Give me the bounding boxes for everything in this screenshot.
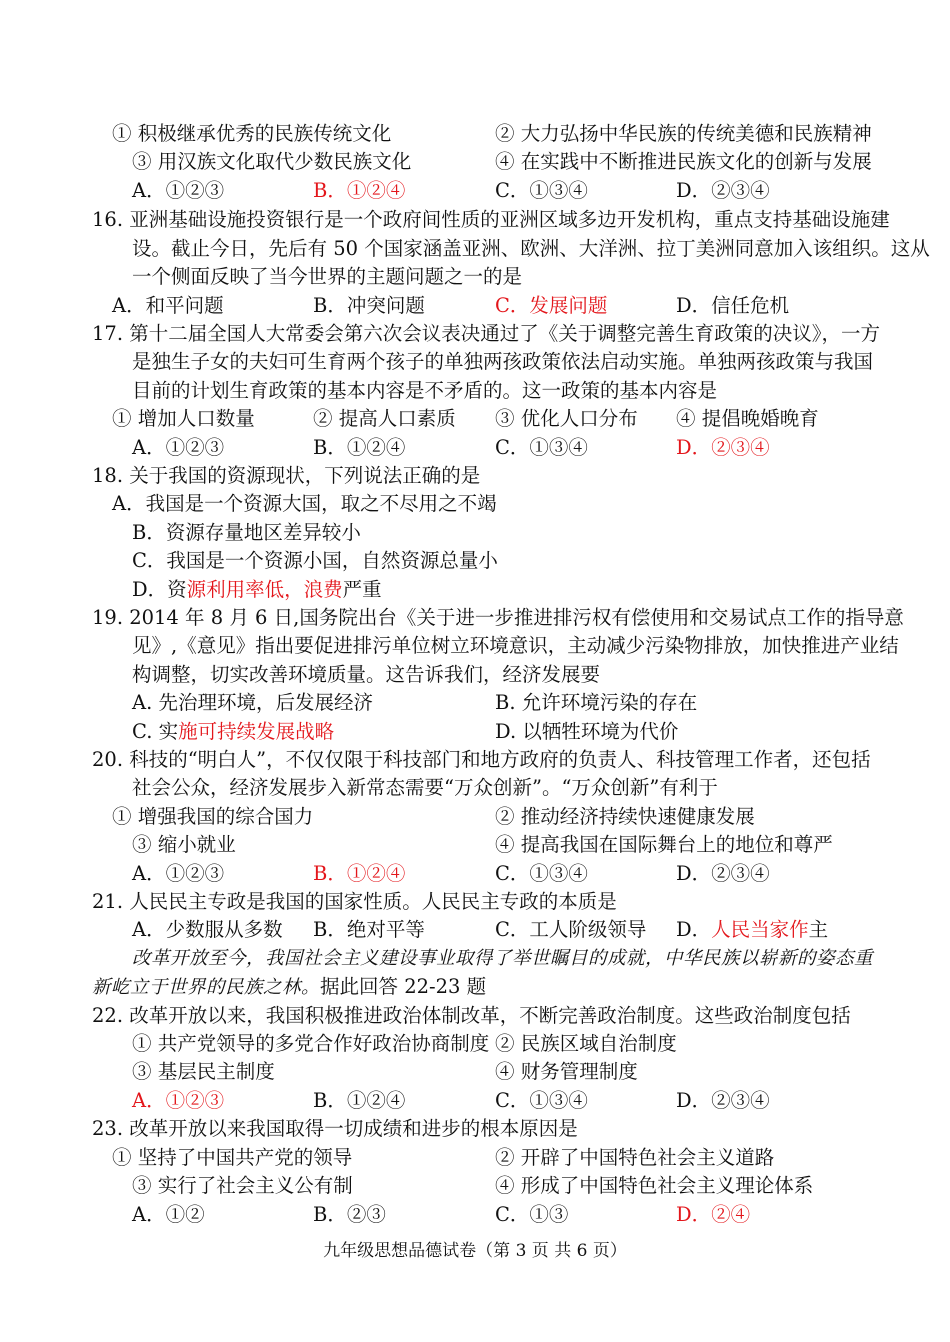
q22-option-4: ④ 财务管理制度 — [495, 1060, 638, 1083]
q19-choice-c-answer-highlight: 施可持续发展战略 — [178, 720, 335, 743]
q18-stem: 18. 关于我国的资源现状，下列说法正确的是 — [92, 464, 481, 487]
q17-choice-b: B．①②④ — [313, 436, 406, 459]
q19-stem-line-3: 构调整，切实改善环境质量。这告诉我们，经济发展要 — [132, 663, 601, 686]
q23-choice-a: A．①② — [132, 1203, 205, 1226]
q20-choice-d: D．②③④ — [676, 862, 770, 885]
q23-option-2: ② 开辟了中国特色社会主义道路 — [495, 1146, 775, 1169]
q16-stem-line-1: 16. 亚洲基础设施投资银行是一个政府间性质的亚洲区域多边开发机构，重点支持基础设施建 — [92, 208, 890, 231]
q19-choice-c — [132, 718, 334, 746]
q18-choice-c: C．我国是一个资源小国，自然资源总量小 — [132, 549, 498, 572]
q20-stem-line-1: 20. 科技的“明白人”，不仅仅限于科技部门和地方政府的负责人、科技管理工作者，还包括 — [92, 748, 871, 771]
q21-choice-a: A．少数服从多数 — [132, 918, 283, 941]
q18-choice-b: B．资源存量地区差异较小 — [132, 521, 361, 544]
q17-choice-d-answer: D．②③④ — [676, 436, 770, 459]
q20-option-3: ③ 缩小就业 — [132, 833, 236, 856]
q15-choice-d: D．②③④ — [676, 179, 770, 202]
q15-choice-c: C．①③④ — [495, 179, 588, 202]
q21-choice-d — [676, 916, 828, 944]
q18-choice-d-answer-highlight: 源利用率低，浪费 — [186, 578, 343, 601]
q23-option-1: ① 坚持了中国共产党的领导 — [112, 1146, 353, 1169]
q17-option-2: ② 提高人口素质 — [313, 407, 456, 430]
q15-option-4: ④ 在实践中不断推进民族文化的创新与发展 — [495, 150, 872, 173]
q22-choice-d: D．②③④ — [676, 1089, 770, 1112]
q17-choice-c: C．①③④ — [495, 436, 588, 459]
q17-stem-line-2: 是独生子女的夫妇可生育两个孩子的单独两孩政策依法启动实施。单独两孩政策与我国 — [132, 350, 874, 373]
q20-stem-line-2: 社会公众，经济发展步入新常态需要“万众创新”。“万众创新”有利于 — [132, 776, 718, 799]
q19-choice-a: A. 先治理环境，后发展经济 — [132, 691, 373, 714]
q20-choice-c: C．①③④ — [495, 862, 588, 885]
q16-stem-line-2: 设。截止今日，先后有 50 个国家涵盖亚洲、欧洲、大洋洲、拉丁美洲同意加入该组织。这从 — [132, 237, 930, 260]
q15-choice-b-answer: B．①②④ — [313, 179, 406, 202]
q17-option-3: ③ 优化人口分布 — [495, 407, 638, 430]
q18-choice-a: A．我国是一个资源大国，取之不尽用之不竭 — [112, 492, 497, 515]
q23-choice-b: B．②③ — [313, 1203, 386, 1226]
q20-option-2: ② 推动经济持续快速健康发展 — [495, 805, 755, 828]
q15-option-2: ② 大力弘扬中华民族的传统美德和民族精神 — [495, 122, 872, 145]
q23-stem: 23. 改革开放以来我国取得一切成绩和进步的根本原因是 — [92, 1117, 578, 1140]
q17-choice-a: A．①②③ — [132, 436, 225, 459]
q19-stem-line-1: 19. 2014 年 8 月 6 日,国务院出台《关于进一步推进排污权有偿使用和交易试点工作的指导意 — [92, 606, 904, 629]
passage-line-2 — [92, 973, 486, 1001]
q16-choice-d: D．信任危机 — [676, 294, 790, 317]
q16-choice-b: B．冲突问题 — [313, 294, 425, 317]
q20-option-4: ④ 提高我国在国际舞台上的地位和尊严 — [495, 833, 833, 856]
q22-choice-b: B．①②④ — [313, 1089, 406, 1112]
q15-option-3: ③ 用汉族文化取代少数民族文化 — [132, 150, 412, 173]
q22-option-2: ② 民族区域自治制度 — [495, 1032, 677, 1055]
passage-line-2-text: 新屹立于世界的民族之林。 — [92, 977, 321, 998]
q23-choice-c: C．①③ — [495, 1203, 569, 1226]
q22-choice-c: C．①③④ — [495, 1089, 588, 1112]
q19-choice-c-prefix: C. 实 — [132, 720, 179, 743]
q15-choice-a: A．①②③ — [132, 179, 225, 202]
q21-choice-d-answer-highlight: 人民当家作 — [711, 918, 809, 941]
q22-option-1: ① 共产党领导的多党合作好政治协商制度 — [132, 1032, 490, 1055]
q19-stem-line-2: 见》,《意见》指出要促进排污单位树立环境意识，主动减少污染物排放，加快推进产业结 — [132, 634, 899, 657]
passage-line-1: 改革开放至今，我国社会主义建设事业取得了举世瞩目的成就，中华民族以崭新的姿态重 — [132, 948, 874, 969]
q20-choice-a: A．①②③ — [132, 862, 225, 885]
q21-choice-c: C．工人阶级领导 — [495, 918, 647, 941]
q17-option-1: ① 增加人口数量 — [112, 407, 255, 430]
q18-choice-d-suffix: 严重 — [342, 578, 382, 601]
q23-option-4: ④ 形成了中国特色社会主义理论体系 — [495, 1174, 814, 1197]
page-footer: 九年级思想品德试卷（第 3 页 共 6 页） — [323, 1241, 627, 1261]
q18-choice-d — [132, 576, 382, 604]
q21-choice-b: B．绝对平等 — [313, 918, 425, 941]
q16-choice-c-answer: C．发展问题 — [495, 294, 608, 317]
q22-choice-a-answer: A．①②③ — [132, 1089, 225, 1112]
q18-choice-d-prefix: D．资 — [132, 578, 187, 601]
q17-option-4: ④ 提倡晚婚晚育 — [676, 407, 819, 430]
passage-instruction: 据此回答 22-23 题 — [320, 975, 487, 998]
q17-stem-line-1: 17. 第十二届全国人大常委会第六次会议表决通过了《关于调整完善生育政策的决议》，一方 — [92, 322, 880, 345]
q22-stem: 22. 改革开放以来，我国积极推进政治体制改革，不断完善政治制度。这些政治制度包括 — [92, 1004, 851, 1027]
q19-choice-d: D. 以牺牲环境为代价 — [495, 720, 679, 743]
q19-choice-b: B. 允许环境污染的存在 — [495, 691, 698, 714]
q21-choice-d-suffix: 主 — [808, 918, 829, 941]
q20-choice-b-answer: B．①②④ — [313, 862, 406, 885]
q16-stem-line-3: 一个侧面反映了当今世界的主题问题之一的是 — [132, 265, 523, 288]
q20-option-1: ① 增强我国的综合国力 — [112, 805, 314, 828]
q21-choice-d-prefix: D． — [676, 918, 712, 941]
q22-option-3: ③ 基层民主制度 — [132, 1060, 275, 1083]
q17-stem-line-3: 目前的计划生育政策的基本内容是不矛盾的。这一政策的基本内容是 — [132, 379, 718, 402]
q23-choice-d-answer: D．②④ — [676, 1203, 751, 1226]
q15-option-1: ① 积极继承优秀的民族传统文化 — [112, 122, 392, 145]
q21-stem: 21. 人民民主专政是我国的国家性质。人民民主专政的本质是 — [92, 890, 617, 913]
q16-choice-a: A．和平问题 — [112, 294, 224, 317]
q23-option-3: ③ 实行了社会主义公有制 — [132, 1174, 353, 1197]
